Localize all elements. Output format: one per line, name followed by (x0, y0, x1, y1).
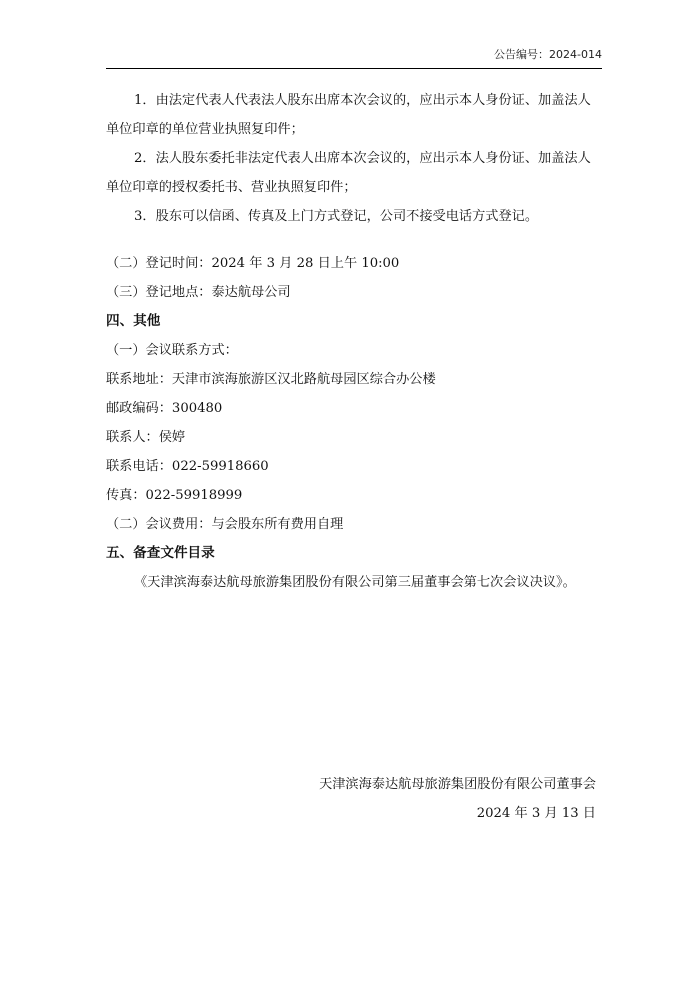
contact-fax: 传真：022-59918999 (106, 488, 243, 503)
registration-item-3: 3．股东可以信函、传真及上门方式登记，公司不接受电话方式登记。 (134, 209, 539, 224)
contact-person: 联系人：侯婷 (106, 430, 186, 445)
section-five-heading: 五、备查文件目录 (106, 545, 215, 561)
signature-date: 2024 年 3 月 13 日 (476, 806, 596, 821)
reference-document: 《天津滨海泰达航母旅游集团股份有限公司第三届董事会第七次会议决议》。 (134, 575, 576, 590)
section-four-heading: 四、其他 (106, 313, 161, 329)
contact-postcode: 邮政编码：300480 (106, 401, 223, 416)
contact-address: 联系地址：天津市滨海旅游区汉北路航母园区综合办公楼 (106, 372, 436, 387)
contact-heading: （一）会议联系方式： (106, 343, 238, 358)
meeting-fees: （二）会议费用：与会股东所有费用自理 (106, 517, 344, 532)
notice-number: 公告编号：2024-014 (494, 48, 602, 61)
document-body (106, 86, 602, 597)
registration-item-2: 2．法人股东委托非法定代表人出席本次会议的，应出示本人身份证、加盖法人单位印章的授权委托书、营业执照复印件； (106, 151, 591, 195)
registration-item-1: 1．由法定代表人代表法人股东出席本次会议的，应出示本人身份证、加盖法人单位印章的单位营业执照复印件； (106, 93, 591, 137)
header-divider (106, 68, 602, 69)
registration-time: （二）登记时间：2024 年 3 月 28 日上午 10:00 (106, 256, 400, 271)
contact-phone: 联系电话：022-59918660 (106, 459, 269, 474)
signature-company: 天津滨海泰达航母旅游集团股份有限公司董事会 (319, 777, 596, 792)
registration-place: （三）登记地点：泰达航母公司 (106, 285, 291, 300)
